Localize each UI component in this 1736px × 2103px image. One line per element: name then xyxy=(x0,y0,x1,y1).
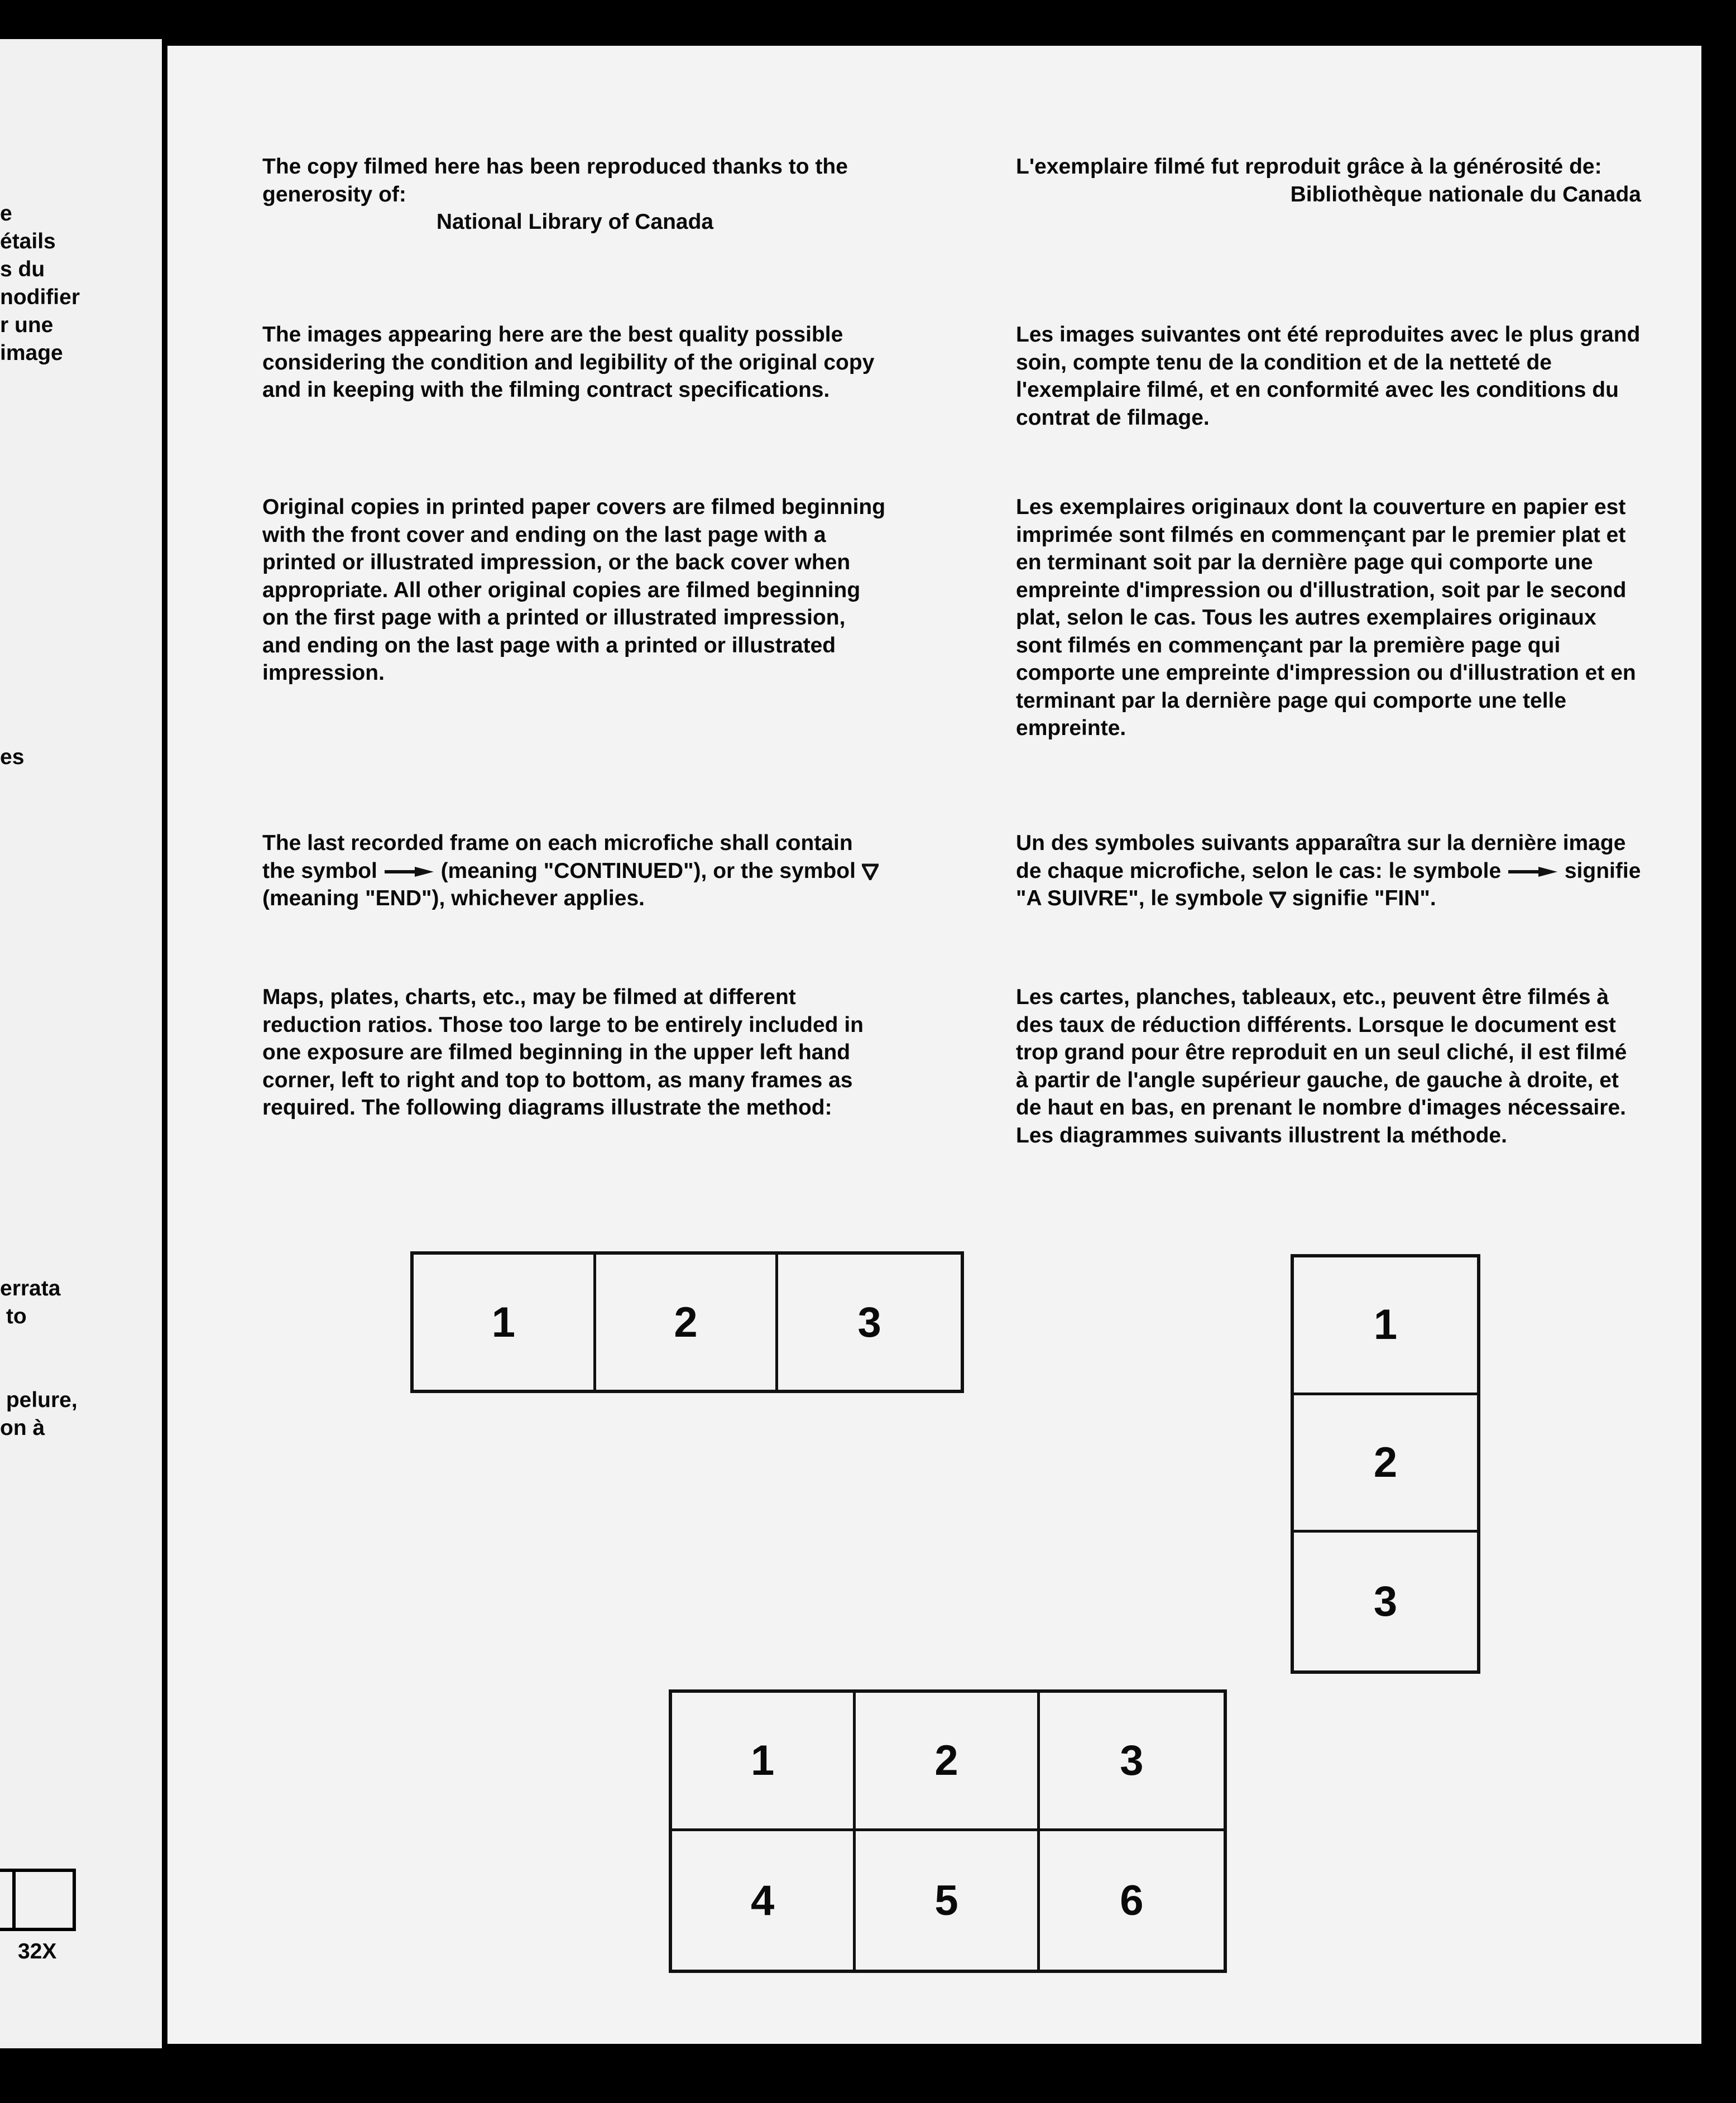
a-suivre-arrow-icon xyxy=(1507,866,1558,877)
diagram-grid-cell-5: 5 xyxy=(856,1831,1039,1970)
french-symbol-text-c: signifie "FIN". xyxy=(1292,886,1436,910)
fragment-line-5: r une xyxy=(0,313,54,337)
french-quality-block xyxy=(1016,321,1641,431)
diagram-grid-cell-1: 1 xyxy=(672,1693,856,1831)
diagram-column-cell-3: 3 xyxy=(1373,1578,1398,1626)
french-symbol-paragraph xyxy=(1016,829,1641,913)
fragment-line-4: nodifier xyxy=(0,285,80,309)
end-triangle-icon xyxy=(862,863,879,880)
diagram-row-cell-3: 3 xyxy=(857,1298,881,1346)
fragment-line-1: e xyxy=(0,201,12,225)
fin-triangle-icon xyxy=(1269,891,1286,908)
english-symbol-text-a: The last recorded frame on each microfiche shall contain the symbol xyxy=(262,831,853,883)
diagram-horizontal xyxy=(410,1251,964,1393)
english-quality: The images appearing here are the best quality possible considering the condition and legibility of the original copy and in keeping with the filming contract specifications. xyxy=(262,323,875,402)
diagram-column-cell-2: 2 xyxy=(1294,1395,1477,1533)
diagram-grid-cell-3: 3 xyxy=(1040,1693,1224,1831)
fragment-errata-1: errata xyxy=(0,1276,61,1300)
fragment-box xyxy=(0,1869,76,1931)
fragment-pelure-2: on à xyxy=(0,1416,45,1440)
english-covers-block xyxy=(262,493,888,687)
fragment-line-6: image xyxy=(0,341,63,365)
french-quality: Les images suivantes ont été reproduites avec le plus grand soin, compte tenu de la condition et de la netteté de l'exemplaire filmé, et en conformité avec les conditions du contrat de filmage. xyxy=(1016,323,1641,430)
continued-arrow-icon xyxy=(383,866,435,877)
english-maps-block xyxy=(262,983,888,1122)
diagram-grid xyxy=(669,1689,1227,1973)
french-symbol-block xyxy=(1016,829,1641,913)
english-institution: National Library of Canada xyxy=(436,210,714,234)
french-column xyxy=(1016,153,1641,208)
adjacent-page-fragment xyxy=(0,39,162,2048)
english-column xyxy=(262,153,888,236)
english-quality-block xyxy=(262,321,888,404)
french-maps: Les cartes, planches, tableaux, etc., peuvent être filmés à des taux de réduction différents. Lorsque le document est trop grand pour être reproduit en un seul cliché, il est filmé à partir de l'angle supérieur gauche, de gauche à droite, et de haut en bas, en prenant le nombre d'images nécessaire. Les diagrammes suivants illustrent la méthode. xyxy=(1016,985,1627,1147)
fragment-pelure-1: pelure, xyxy=(0,1388,78,1412)
diagram-row-cell-1: 1 xyxy=(414,1255,596,1390)
diagram-column-cell-1: 1 xyxy=(1294,1257,1477,1395)
english-symbol-block xyxy=(262,829,888,913)
diagram-grid-cell-6: 6 xyxy=(1120,1876,1144,1924)
french-thanks: L'exemplaire filmé fut reproduit grâce à la générosité de: xyxy=(1016,155,1602,179)
fragment-line-3: s du xyxy=(0,257,45,281)
english-symbol-text-b: (meaning "CONTINUED"), or the symbol xyxy=(440,858,856,883)
french-maps-block xyxy=(1016,983,1641,1149)
french-covers: Les exemplaires originaux dont la couverture en papier est imprimée sont filmés en commençant par le premier plat et en terminant soit par la dernière page qui comporte une empreinte d'impression ou d'illustration, soit par le second plat, selon le cas. Tous les autres exemplaires originaux sont filmés en commençant par la première page qui comporte une empreinte d'impression ou d'illustration et en terminant par la dernière page qui comporte une telle empreinte. xyxy=(1016,495,1636,740)
diagram-grid-cell-2: 2 xyxy=(856,1693,1039,1831)
diagram-grid-cell-4: 4 xyxy=(672,1831,856,1970)
french-covers-block xyxy=(1016,493,1641,742)
english-thanks: The copy filmed here has been reproduced thanks to the generosity of: xyxy=(262,155,848,207)
french-institution: Bibliothèque nationale du Canada xyxy=(1290,182,1641,207)
french-symbol-text-a: Un des symboles suivants apparaîtra sur la dernière image de chaque microfiche, selon le cas: le symbole xyxy=(1016,831,1626,883)
english-symbol-text-c: (meaning "END"), whichever applies. xyxy=(262,886,645,910)
fragment-es: es xyxy=(0,745,25,769)
english-maps: Maps, plates, charts, etc., may be filmed at different reduction ratios. Those too large to be entirely included in one exposure are filmed beginning in the upper left hand corner, left to right and top to bottom, as many frames as required. The following diagrams illustrate the method: xyxy=(262,985,864,1120)
fragment-errata-2: to xyxy=(0,1304,27,1328)
fragment-line-2: étails xyxy=(0,229,56,253)
french-symbol-text-b: signifie "A SUIVRE", le symbole xyxy=(1016,858,1641,910)
english-symbol-paragraph xyxy=(262,829,888,913)
english-covers: Original copies in printed paper covers are filmed beginning with the front cover and ending on the last page with a printed or illustrated impression, or the back cover when appropriate. All other original copies are filmed beginning on the first page with a printed or illustrated impression, and ending on the last page with a printed or illustrated impression. xyxy=(262,495,886,685)
reduction-label: 32X xyxy=(18,1939,57,1963)
diagram-row-cell-2: 2 xyxy=(596,1255,779,1390)
diagram-vertical xyxy=(1291,1254,1480,1674)
filming-notice-page xyxy=(167,46,1701,2044)
